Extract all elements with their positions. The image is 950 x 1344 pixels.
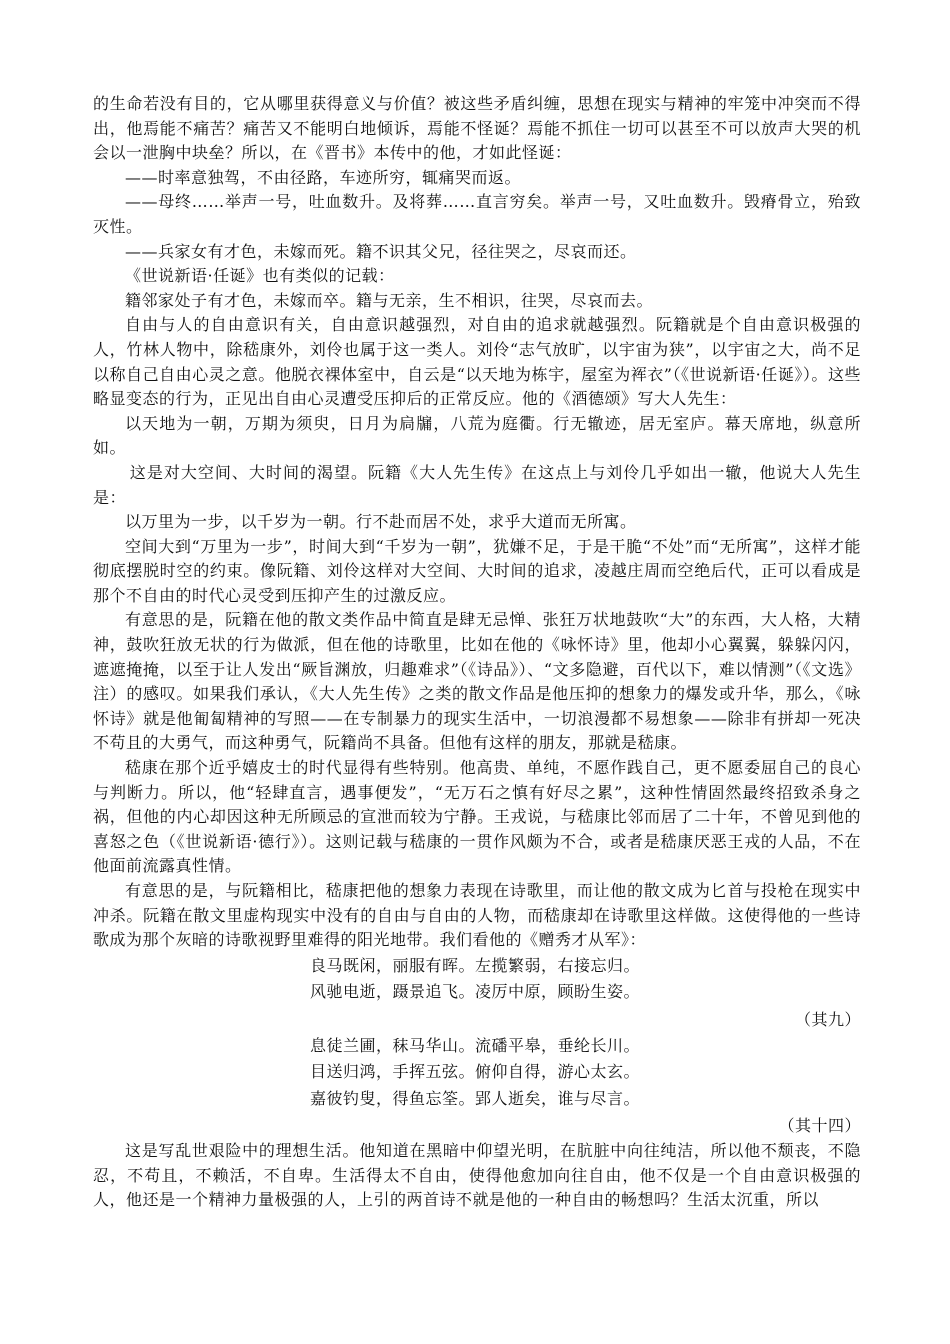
poem-fourteen bbox=[93, 1033, 861, 1140]
paragraph: 有意思的是，与阮籍相比，嵇康把他的想象力表现在诗歌里，而让他的散文成为匕首与投枪在现实中冲杀。阮籍在散文里虚构现实中没有的自由与自由的人物，而嵇康却在诗歌里这样做。这使得他的一些诗歌成为那个灰暗的诗歌视野里难得的阳光地带。我们看他的《赠秀才从军》： bbox=[93, 881, 861, 950]
poem-line: 良马既闲，丽服有晖。左揽繁弱，右接忘归。 bbox=[310, 955, 641, 975]
quote-line: 籍邻家处子有才色，未嫁而卒。籍与无亲，生不相识，往哭，尽哀而去。 bbox=[125, 290, 654, 310]
quote-line: ——母终……举声一号，吐血数升。及将葬……直言穷矣。举声一号，又吐血数升。毁瘠骨立，殆致灭性。 bbox=[93, 192, 861, 236]
poem-line: 目送归鸿，手挥五弦。俯仰自得，游心太玄。 bbox=[310, 1062, 641, 1082]
poem-line: 嘉彼钓叟，得鱼忘筌。郢人逝矣，谁与尽言。 bbox=[310, 1088, 641, 1108]
paragraph: 的生命若没有目的，它从哪里获得意义与价值？被这些矛盾纠缠，思想在现实与精神的牢笼中冲突而不得出，他焉能不痛苦？痛苦又不能明白地倾诉，焉能不怪诞？焉能不抓住一切可以甚至不可以放声大哭的机会以一泄胸中块垒？所以，在《晋书》本传中的他，才如此怪诞： bbox=[93, 94, 861, 163]
poem-line: 风驰电逝，蹑景追飞。凌厉中原，顾盼生姿。 bbox=[310, 982, 641, 1002]
quote-line: 以天地为一朝，万期为须臾，日月为扃牖，八荒为庭衢。行无辙迹，居无室庐。幕天席地，纵意所如。 bbox=[93, 413, 861, 458]
quote-line: 以万里为一步，以千岁为一朝。行不赴而居不处，求乎大道而无所寓。 bbox=[125, 512, 637, 532]
poem-caption: （其十四） bbox=[778, 1116, 861, 1136]
paragraph: 嵇康在那个近乎嬉皮士的时代显得有些特别。他高贵、单纯，不愿作践自己，更不愿委屈自己的良心与判断力。所以，他“轻肆直言，遇事便发”，“无万石之慎有好尽之累”，这种性情固然最终招致杀身之祸，但他的内心却因这种无所顾忌的宣泄而较为宁静。王戎说，与嵇康比邻而居了二十年，不曾见到他的喜怒之色（《世说新语·德行》）。这则记载与嵇康的一贯作风颇为不合，或者是嵇康厌恶王戎的人品，不在他面前流露真性情。 bbox=[93, 758, 861, 876]
paragraph: 这是写乱世艰险中的理想生活。他知道在黑暗中仰望光明，在肮脏中向往纯洁，所以他不颓丧，不隐忍，不苟且，不赖活，不自卑。生活得太不自由，使得他愈加向往自由，他不仅是一个自由意识极强的人，他还是一个精神力量极强的人，上引的两首诗不就是他的一种自由的畅想吗？生活太沉重，所以 bbox=[93, 1141, 861, 1210]
quote-line: ——时率意独驾，不由径路，车迹所穷，辄痛哭而返。 bbox=[125, 167, 522, 187]
paragraph: 《世说新语·任诞》也有类似的记载： bbox=[125, 266, 395, 286]
paragraph: 空间大到“万里为一步”，时间大到“千岁为一朝”，犹嫌不足，于是干脆“不处”而“无所寓”，这样才能彻底摆脱时空的约束。像阮籍、刘伶这样对大空间、大时间的追求，凌越庄周而空绝后代，正可以看成是那个不自由的时代心灵受到压抑产生的过激反应。 bbox=[93, 536, 861, 605]
poem-line: 息徒兰圃，秣马华山。流磻平皋，垂纶长川。 bbox=[310, 1035, 641, 1055]
paragraph: 这是对大空间、大时间的渴望。阮籍《大人先生传》在这点上与刘伶几乎如出一辙，他说大人先生是： bbox=[93, 462, 861, 507]
quote-line: ——兵家女有才色，未嫁而死。籍不识其父兄，径往哭之，尽哀而还。 bbox=[125, 241, 637, 261]
poem-caption: （其九） bbox=[794, 1009, 861, 1029]
document-page bbox=[93, 92, 861, 1213]
paragraph: 有意思的是，阮籍在他的散文类作品中简直是肆无忌惮、张狂万状地鼓吹“大”的东西，大人格，大精神，鼓吹狂放无状的行为做派，但在他的诗歌里，比如在他的《咏怀诗》里，他却小心翼翼，躲躲闪闪，遮遮掩掩，以至于让人发出“厥旨渊放，归趣难求”（《诗品》）、“文多隐避，百代以下，难以情测”（《文选》注）的感叹。如果我们承认，《大人先生传》之类的散文作品是他压抑的想象力的爆发或升华，那么，《咏怀诗》就是他匍匐精神的写照——在专制暴力的现实生活中，一切浪漫都不易想象——除非有拼却一死决不苟且的大勇气，而这种勇气，阮籍尚不具备。但他有这样的朋友，那就是嵇康。 bbox=[93, 610, 861, 753]
poem-nine bbox=[93, 953, 861, 1033]
paragraph: 自由与人的自由意识有关，自由意识越强烈，对自由的追求就越强烈。阮籍就是个自由意识极强的人，竹林人物中，除嵇康外，刘伶也属于这一类人。刘伶“志气放旷，以宇宙为狭”，以宇宙之大，尚不足以称自己自由心灵之意。他脱衣裸体室中，自云是“以天地为栋宇，屋室为裈衣”（《世说新语·任诞》）。这些略显变态的行为，正见出自由心灵遭受压抑后的正常反应。他的《酒德颂》写大人先生： bbox=[93, 315, 861, 409]
